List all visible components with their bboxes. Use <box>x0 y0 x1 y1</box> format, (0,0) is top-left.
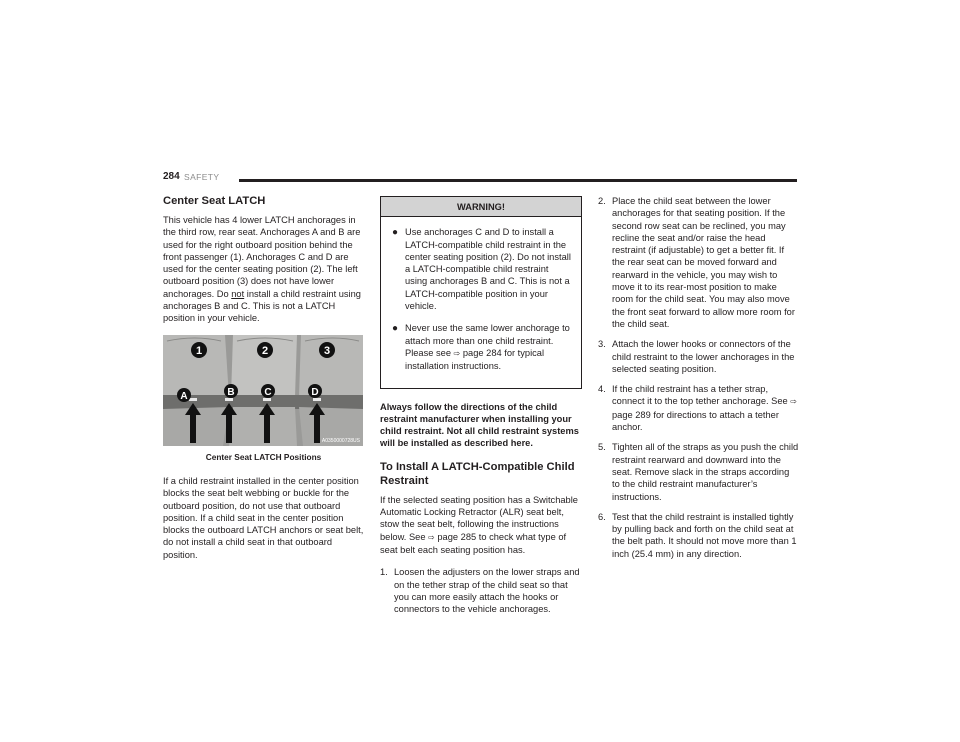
page-number: 284 <box>163 171 180 182</box>
page-ref-arrow-icon: ⇨ <box>453 348 461 358</box>
step-number: 2. <box>598 196 606 206</box>
section-title: Center Seat LATCH <box>163 195 266 207</box>
callout-b: B <box>227 386 235 398</box>
subsection-title: To Install A LATCH-Compatible Child Restraint <box>380 460 575 487</box>
figure-caption: Center Seat LATCH Positions <box>205 451 322 462</box>
bullet-icon: ● <box>392 323 399 335</box>
section-name: SAFETY <box>184 172 220 182</box>
alr-paragraph: If the selected seating position has a Switchable Automatic Locking Retractor (ALR) seat belt, stow the seat belt, following the instructions below. See ⇨ page 285 to check what type of seat belt each seating position has. <box>380 494 578 555</box>
callout-c: C <box>264 386 272 398</box>
manufacturer-note: Always follow the directions of the child restraint manufacturer when installing your child restraint. Not all child restraint systems will be installed as described here. <box>380 401 579 449</box>
step-number: 3. <box>598 339 606 350</box>
step-item: 3. Attach the lower hooks or connectors of the child restraint to the lower anchorages in the selected seating position. <box>598 339 795 374</box>
step-number: 1. <box>380 567 388 578</box>
callout-d: D <box>311 386 319 398</box>
page-ref-link[interactable]: page 284 for typical installation instructions. <box>405 347 545 372</box>
step-item: 4. If the child restraint has a tether strap, connect it to the top tether anchorage. See ⇨ page 289 for directions to attach a tether anchor. <box>598 384 798 433</box>
page-ref-arrow-icon: ⇨ <box>428 532 435 542</box>
step-item: 5. Tighten all of the straps as you push the child restraint rearward and downward into the seat. Remove slack in the straps according to the child restraint manufacturer’s instructions. <box>598 442 799 502</box>
header-rule <box>239 179 797 182</box>
step-item: 6. Test that the child restraint is installed tightly by pulling back and forth on the child seat at the belt path. It should not move more than 1 inch (25.4 mm) in any direction. <box>598 511 797 559</box>
column-1 <box>163 195 364 571</box>
callout-3: 3 <box>323 344 331 357</box>
figure-code: A0350000728US <box>321 437 360 444</box>
callout-a: A <box>180 390 188 402</box>
step-number: 4. <box>598 384 606 395</box>
step-item: 2. Place the child seat between the lower anchorages for that seating position. If the second row seat can be reclined, you may recline the seat and/or raise the head restraint (if adjustable) to get a better fit. If the rear seat can be moved forward and rearward in the vehicle, you may wish to move it to its rear-most position to make room for the child seat. You may also move the front seat forward to allow more room for the child seat. <box>598 196 795 329</box>
latch-positions-figure <box>163 335 363 446</box>
warning-box <box>380 196 582 389</box>
emphasis-not: not <box>231 288 245 299</box>
column-3 <box>598 195 799 568</box>
page-ref-arrow-icon: ⇨ <box>790 397 798 407</box>
column-2 <box>380 195 582 623</box>
install-steps-continued <box>598 195 799 560</box>
warning-list <box>381 217 581 387</box>
callout-1: 1 <box>195 344 203 357</box>
warning-item: ● Never use the same lower anchorage to attach more than one child restraint. Please see ⇨ page 284 for typical installation instructions. <box>392 323 570 372</box>
callout-2: 2 <box>261 344 269 357</box>
warning-item: ● Use anchorages C and D to install a LATCH-compatible child restraint in the center seating position (2). Do not install a LATCH-compatible child restraint using anchorages B and C. This is not a LATCH-compatible position in your vehicle. <box>392 227 571 312</box>
install-steps-start <box>380 566 582 615</box>
page-ref-link[interactable]: page 285 to check what type of seat belt each seating position has. <box>380 531 567 555</box>
warning-title: WARNING! <box>381 197 581 217</box>
page-header <box>163 171 797 185</box>
page-ref-link[interactable]: page 289 for directions to attach a tether anchor. <box>612 409 779 433</box>
step-number: 6. <box>598 511 606 522</box>
step-item: 1. Loosen the adjusters on the lower straps and on the tether strap of the child seat so that you can more easily attach the hooks or connectors to the vehicle anchorages. <box>380 567 580 615</box>
bullet-icon: ● <box>392 227 399 239</box>
seat-illustration <box>163 335 363 446</box>
step-number: 5. <box>598 442 606 453</box>
outboard-paragraph: If a child restraint installed in the center position blocks the seat belt webbing or buckle for the outboard position, do not use that outboard position. If a child seat in the center position blocks the outboard LATCH anchors or seat belt, do not install a child seat in that outboard position. <box>163 475 364 560</box>
intro-paragraph: This vehicle has 4 lower LATCH anchorages in the third row, rear seat. Anchorages A and B are used for the right outboard position behind the front passenger (1). Anchorages C and D are used for the center seating position (2). The left outboard position (3) does not have lower anchorages. Do not install a child restraint using anchorages B and C. This is not a LATCH position in your vehicle. <box>163 215 361 324</box>
